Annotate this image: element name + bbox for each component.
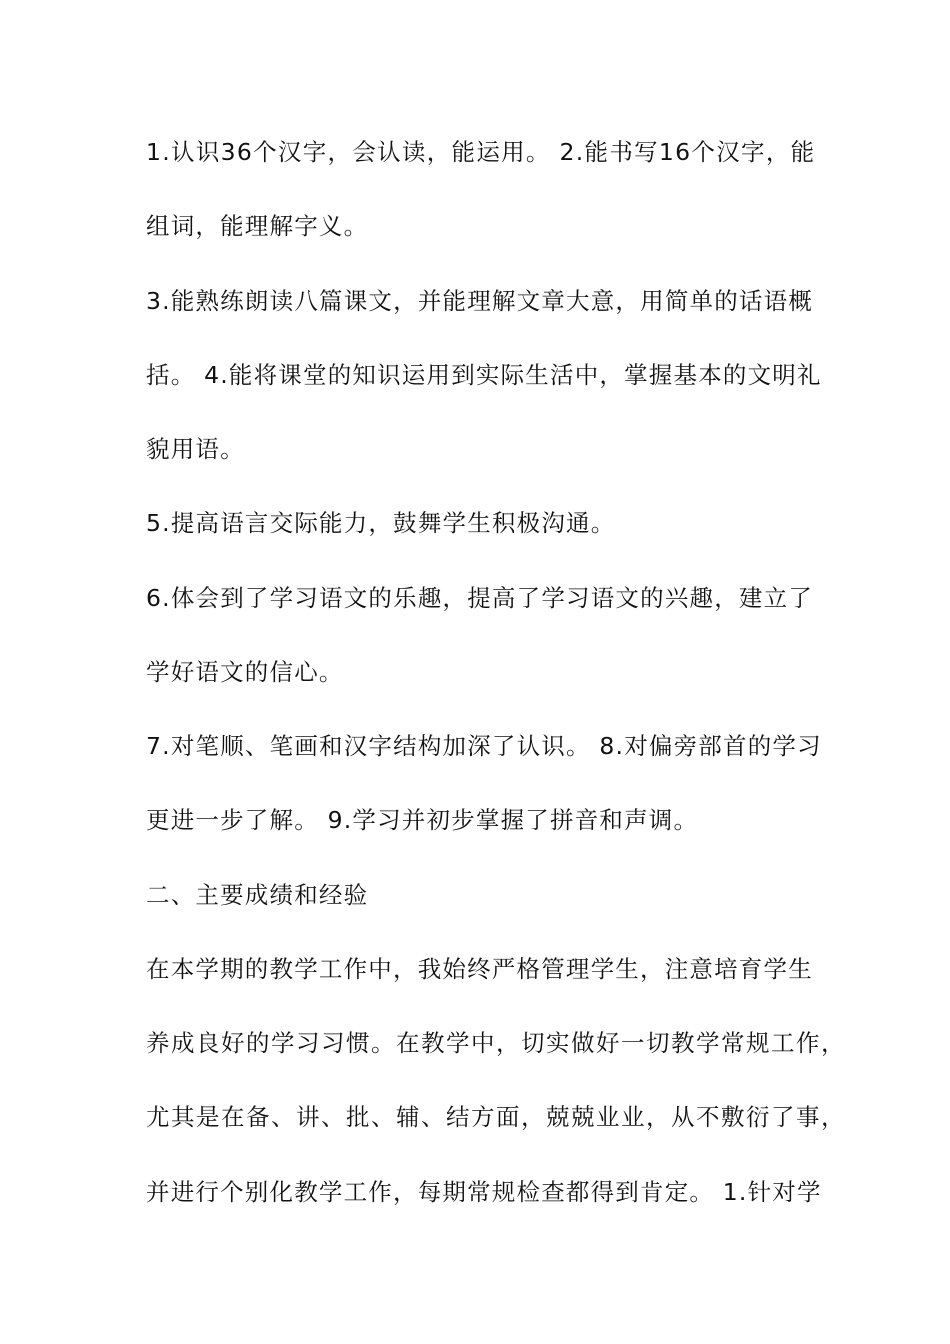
text-line-8: 学好语文的信心。: [146, 658, 344, 686]
text-line-6: 5.提高语言交际能力，鼓舞学生积极沟通。: [146, 509, 616, 537]
text-line-7: 6.体会到了学习语文的乐趣，提高了学习语文的兴趣，建立了: [146, 584, 814, 612]
text-line-14: 尤其是在备、讲、批、辅、结方面，兢兢业业，从不敷衍了事，: [146, 1103, 846, 1131]
text-line-10: 更进一步了解。 9.学习并初步掌握了拼音和声调。: [146, 806, 699, 834]
text-line-12: 在本学期的教学工作中，我始终严格管理学生，注意培育学生: [146, 955, 813, 983]
text-line-13: 养成良好的学习习惯。在教学中，切实做好一切教学常规工作，: [146, 1029, 846, 1057]
text-line-4: 括。 4.能将课堂的知识运用到实际生活中，掌握基本的文明礼: [146, 361, 822, 389]
text-line-15: 并进行个别化教学工作，每期常规检查都得到肯定。 1.针对学: [146, 1178, 822, 1206]
text-line-5: 貌用语。: [146, 435, 245, 463]
text-line-1: 1.认识36个汉字，会认读，能运用。 2.能书写16个汉字，能: [146, 138, 816, 166]
text-line-3: 3.能熟练朗读八篇课文，并能理解文章大意，用简单的话语概: [146, 287, 814, 315]
text-line-2: 组词，能理解字义。: [146, 212, 369, 240]
text-line-9: 7.对笔顺、笔画和汉字结构加深了认识。 8.对偏旁部首的学习: [146, 732, 822, 760]
section-heading: 二、主要成绩和经验: [146, 881, 369, 909]
